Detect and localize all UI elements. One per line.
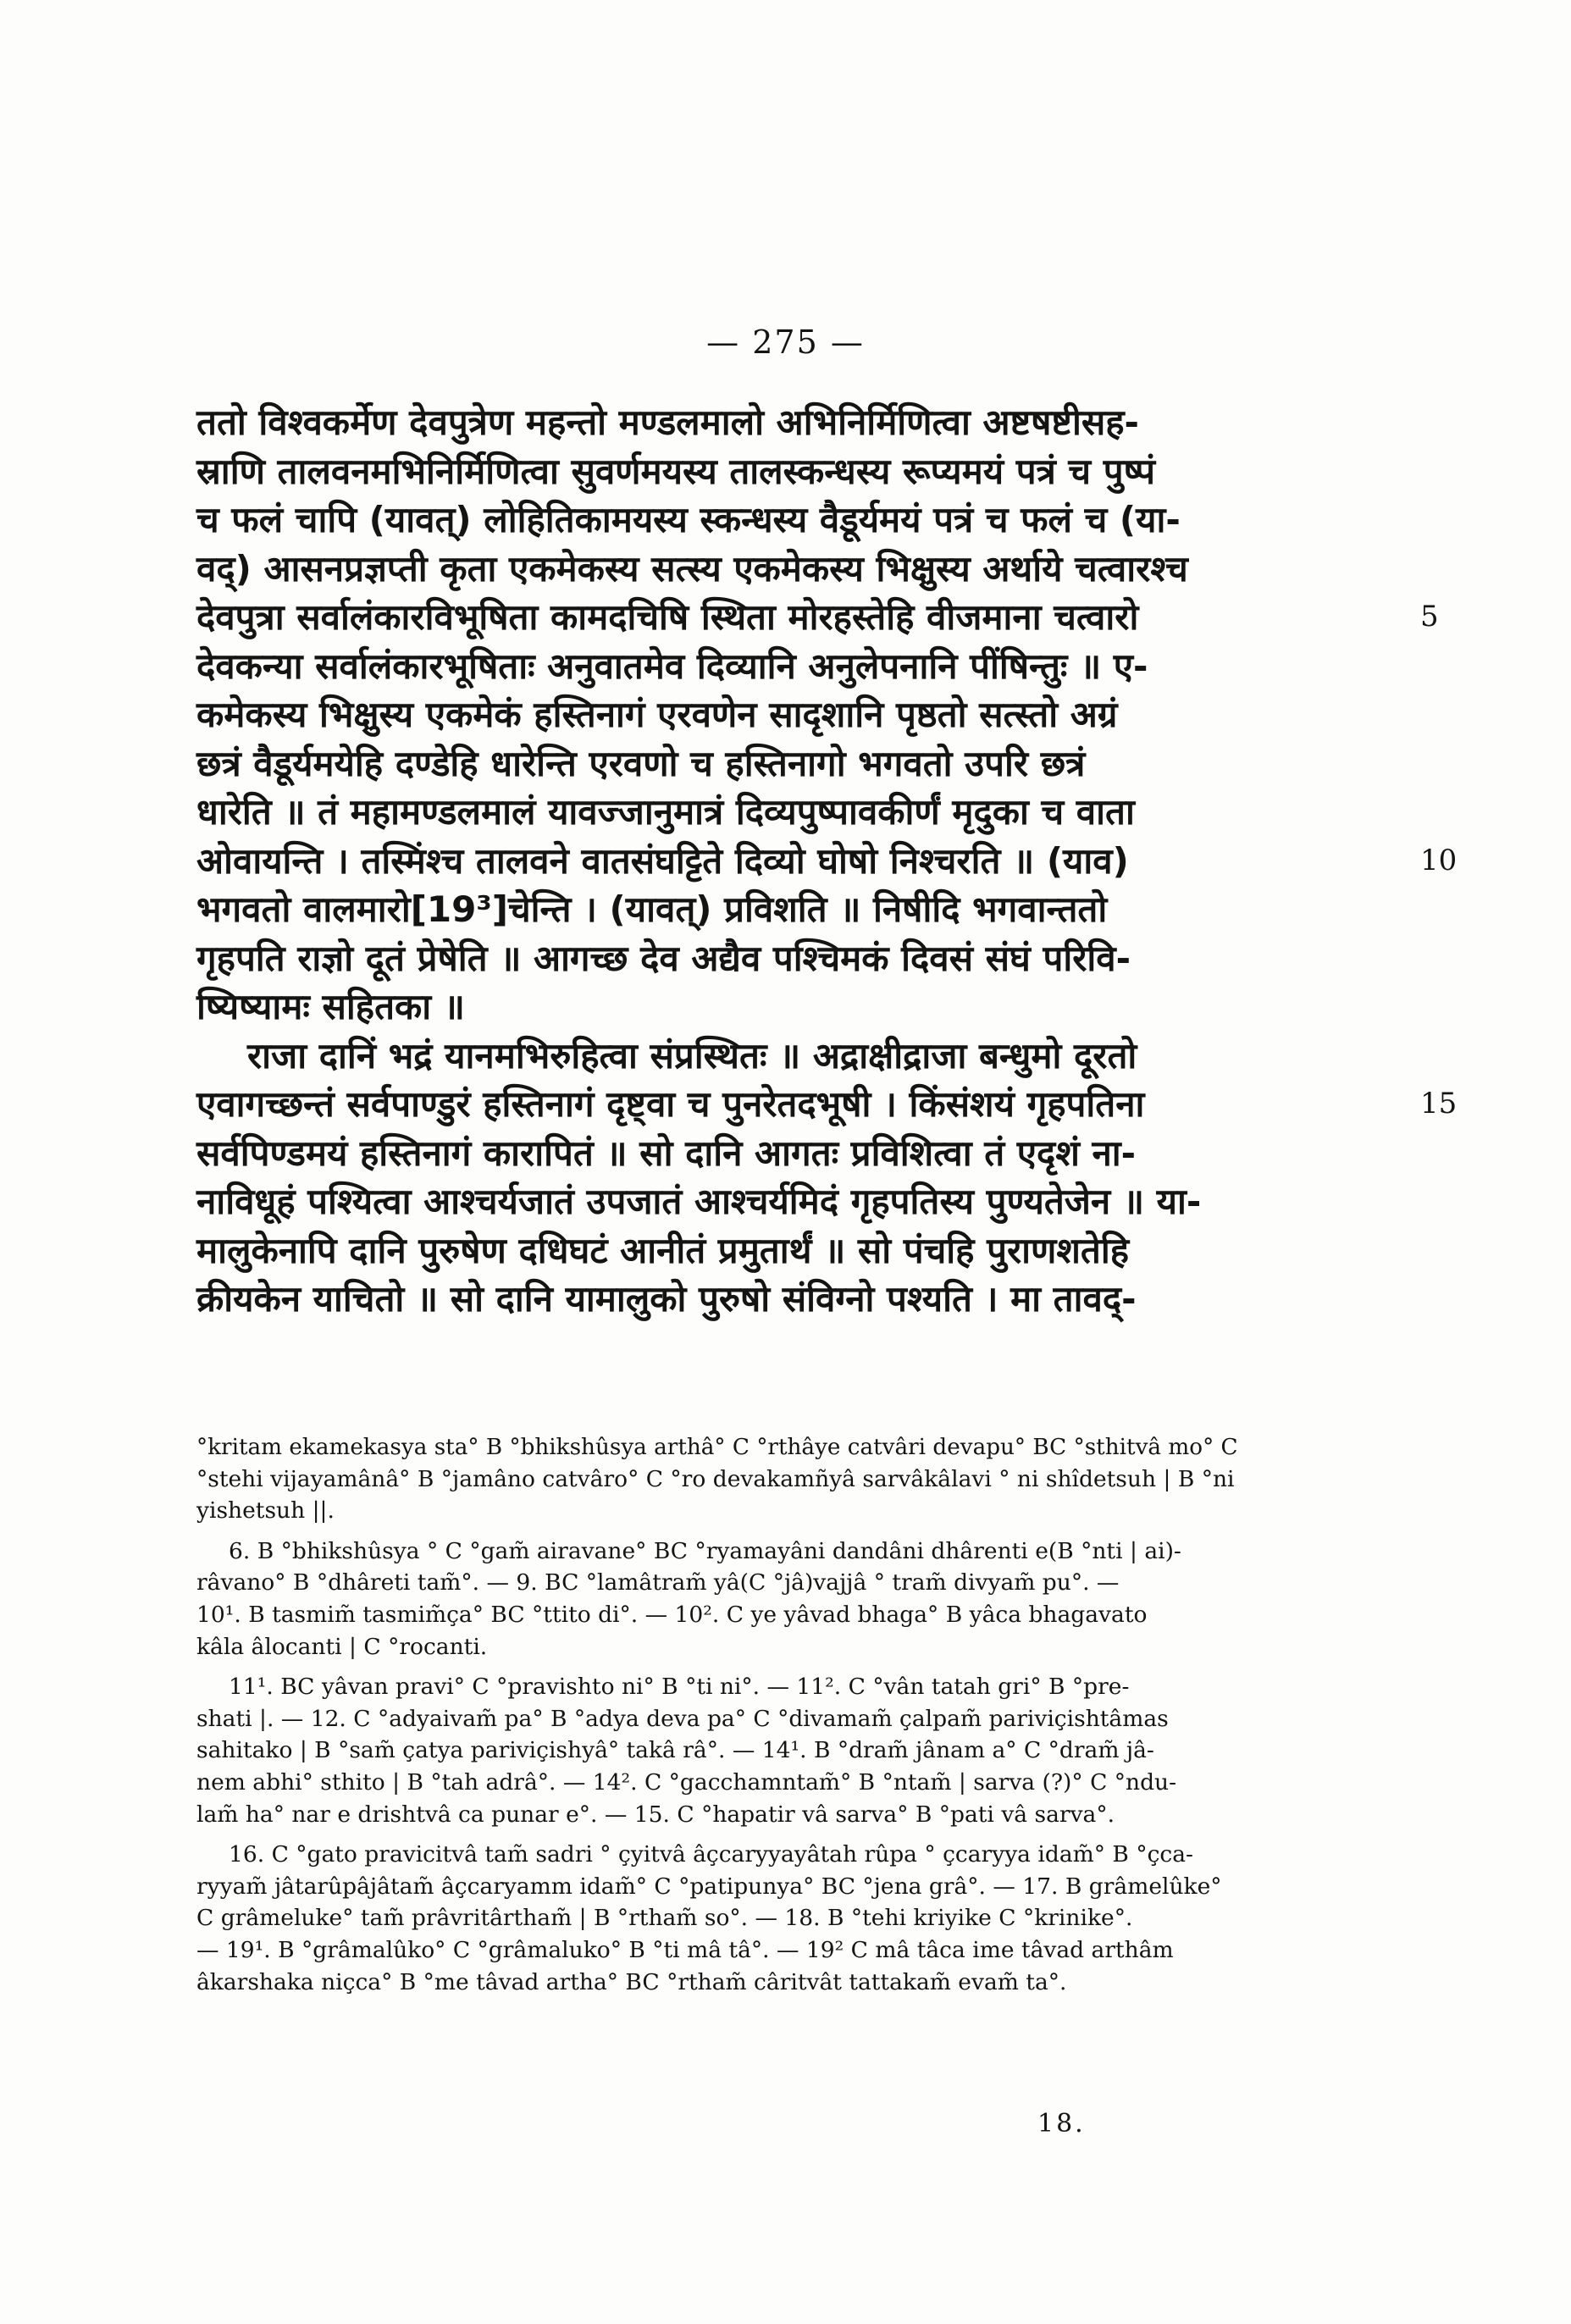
footnote-line	[196, 1735, 1238, 1767]
footnote-line	[196, 1902, 1238, 1934]
footnote-line-text: °stehi vijayamânâ° B °jamâno catvâro° C °ro devakamñyâ sarvâkâlavi ° ni shîdetsuh | B °ni	[196, 1465, 1235, 1492]
sanskrit-main-text	[196, 398, 1458, 1324]
footnote-block	[196, 1536, 1238, 1663]
text-line	[196, 642, 1238, 691]
footnote-line-text: shati |. — 12. C °adyaivam̃ pa° B °adya deva pa° C °divamam̃ çalpam̃ pariviçishtâmas	[196, 1705, 1169, 1732]
text-line-content: ष्यिष्यामः सहितका ॥	[196, 986, 465, 1027]
text-line	[196, 739, 1238, 788]
footnote-line	[196, 1767, 1238, 1799]
text-line	[196, 885, 1238, 934]
line-number-marker: 15	[1420, 1087, 1458, 1120]
footnote-line-text: 10¹. B tasmim̃ tasmim̃ça° BC °ttito di°. — 10². C ye yâvad bhaga° B yâca bhagavato	[196, 1601, 1148, 1628]
footnote-line-text: lam̃ ha° nar e drishtvâ ca punar e°. — 15. C °hapatir vâ sarva° B °pati vâ sarva°.	[196, 1801, 1115, 1828]
footnote-line	[196, 1871, 1238, 1903]
text-line-content: राजा दानिं भद्रं यानमभिरुहित्वा संप्रस्थितः ॥ अद्राक्षीद्राजा बन्धुमो दूरतो	[247, 1034, 1137, 1076]
footnote-line-text: nem abhi° sthito | B °tah adrâ°. — 14². C °gacchamntam̃° B °ntam̃ | sarva (?)° C °ndu-	[196, 1768, 1177, 1796]
footnote-line-text: 11¹. BC yâvan pravi° C °pravishto ni° B °ti ni°. — 11². C °vân tatah gri° B °pre-	[229, 1674, 1130, 1701]
text-line-content: देवपुत्रा सर्वालंकारविभूषिता कामदचिषि स्थिता मोरहस्तेहि वीजमाना चत्वारो	[196, 596, 1139, 638]
footnote-line	[196, 1631, 1238, 1663]
footnote-line	[196, 1464, 1238, 1496]
footnote-line	[196, 1536, 1238, 1568]
footnote-line	[196, 1567, 1238, 1599]
line-number-marker: 5	[1420, 600, 1439, 634]
text-line-content: छत्रं वैडूर्यमयेहि दण्डेहि धारेन्ति एरवणो च हस्तिनागो भगवतो उपरि छत्रं	[196, 742, 1086, 784]
critical-apparatus-footnotes	[196, 1431, 1238, 1998]
footnote-line-text: C grâmeluke° tam̃ prâvritârtham̃ | B °rtham̃ so°. — 18. B °tehi kriyike C °krinike°.	[196, 1905, 1133, 1932]
footnote-line	[196, 1599, 1238, 1631]
footnote-gap	[196, 1527, 1238, 1536]
footnote-line-text: kâla âlocanti | C °rocanti.	[196, 1633, 488, 1660]
footnote-line	[196, 1799, 1238, 1831]
text-line	[196, 1032, 1238, 1081]
text-line	[196, 1129, 1238, 1178]
text-line	[196, 1226, 1238, 1275]
footnote-line-text: 6. B °bhikshûsya ° C °gam̃ airavane° BC °ryamayâni dandâni dhârenti e(B °nti | ai)-	[229, 1537, 1181, 1564]
text-line	[196, 398, 1238, 447]
text-line	[196, 545, 1238, 594]
text-line-content: मालुकेनापि दानि पुरुषेण दधिघटं आनीतं प्रमुतार्थं ॥ सो पंचहि पुराणशतेहि	[196, 1229, 1130, 1271]
text-line	[196, 690, 1238, 739]
footnote-line-text: 16. C °gato pravicitvâ tam̃ sadri ° çyitvâ âçcaryyayâtah rûpa ° çcaryya idam̃° B °çca-	[229, 1841, 1194, 1868]
footnote-block	[196, 1431, 1238, 1527]
text-line-content: वद्) आसनप्रज्ञप्ती कृता एकमेकस्य सत्स्य एकमेकस्य भिक्षुस्य अर्थाये चत्वारश्च	[196, 547, 1188, 589]
text-line	[196, 447, 1238, 496]
text-line	[196, 495, 1238, 545]
footnote-line	[196, 1671, 1238, 1703]
text-line-content: देवकन्या सर्वालंकारभूषिताः अनुवातमेव दिव्यानि अनुलेपनानि पींषिन्तुः ॥ ए-	[196, 645, 1148, 687]
text-line-content: गृहपति राज्ञो दूतं प्रेषेति ॥ आगच्छ देव अद्यैव पश्चिमकं दिवसं संघं परिवि-	[196, 937, 1131, 979]
footnote-line	[196, 1703, 1238, 1735]
footnote-line	[196, 1839, 1238, 1871]
footnote-line	[196, 1967, 1238, 1999]
text-line-content: ओवायन्ति । तस्मिंश्च तालवने वातसंघट्टिते दिव्यो घोषो निश्चरति ॥ (याव)	[196, 839, 1129, 882]
text-line	[196, 1177, 1238, 1226]
footnote-gap	[196, 1830, 1238, 1839]
text-line	[196, 1275, 1238, 1324]
footnote-line	[196, 1431, 1238, 1464]
text-line	[196, 934, 1238, 983]
text-line-content: नाविधूहं पश्यित्वा आश्चर्यजातं उपजातं आश्चर्यमिदं गृहपतिस्य पुण्यतेजेन ॥ या-	[196, 1181, 1202, 1222]
footnote-block	[196, 1839, 1238, 1998]
footnote-line-text: sahitako | B °sam̃ çatya pariviçishyâ° takâ râ°. — 14¹. B °dram̃ jânam a° C °dram̃ jâ-	[196, 1737, 1154, 1764]
text-line-content: क्रीयकेन याचितो ॥ सो दानि यामालुको पुरुषो संविग्नो पश्यति । मा तावद्-	[196, 1278, 1137, 1320]
footnote-block	[196, 1671, 1238, 1830]
text-line-content: स्राणि तालवनमभिनिर्मिणित्वा सुवर्णमयस्य तालस्कन्धस्य रूप्यमयं पत्रं च पुष्पं	[196, 450, 1155, 492]
footnote-line-text: râvano° B °dhâreti tam̃°. — 9. BC °lamâtram̃ yâ(C °jâ)vajjâ ° tram̃ divyam̃ pu°. —	[196, 1569, 1120, 1596]
text-line	[196, 1080, 1458, 1129]
text-line-content: कमेकस्य भिक्षुस्य एकमेकं हस्तिनागं एरवणेन सादृशानि पृष्ठतो सत्स्तो अग्रं	[196, 694, 1118, 735]
text-line-content: धारेति ॥ तं महामण्डलमालं यावज्जानुमात्रं दिव्यपुष्पावकीर्णं मृदुका च वाता	[196, 791, 1135, 833]
footnote-line-text: ryyam̃ jâtarûpâjâtam̃ âçcaryamm idam̃° C °patipunya° BC °jena grâ°. — 17. B grâmelûke°	[196, 1873, 1222, 1900]
text-line	[196, 593, 1439, 642]
text-line-content: ततो विश्वकर्मेण देवपुत्रेण महन्तो मण्डलमालो अभिनिर्मिणित्वा अष्टषष्टीसह-	[196, 401, 1139, 443]
text-line	[196, 788, 1238, 837]
line-number-marker: 10	[1420, 843, 1458, 877]
footnote-line-text: âkarshaka niçca° B °me tâvad artha° BC °rtham̃ câritvât tattakam̃ evam̃ ta°.	[196, 1968, 1067, 1995]
text-line	[196, 982, 1238, 1032]
text-line-content: च फलं चापि (यावत्) लोहितिकामयस्य स्कन्धस्य वैडूर्यमयं पत्रं च फलं च (या-	[196, 499, 1181, 540]
footnote-line	[196, 1495, 1238, 1527]
footnote-line	[196, 1934, 1238, 1967]
footnote-line-text: — 19¹. B °grâmalûko° C °grâmaluko° B °ti mâ tâ°. — 19² C mâ tâca ime tâvad arthâm	[196, 1936, 1174, 1963]
text-line-content: भगवतो वालमारो[19³]चेन्ति । (यावत्) प्रविशति ॥ निषीदि भगवान्ततो	[196, 888, 1108, 930]
text-line-content: सर्वपिण्डमयं हस्तिनागं कारापितं ॥ सो दानि आगतः प्रविशित्वा तं एदृशं ना-	[196, 1132, 1137, 1174]
footnote-gap	[196, 1663, 1238, 1671]
footnote-line-text: °kritam ekamekasya sta° B °bhikshûsya arthâ° C °rthâye catvâri devapu° BC °sthitvâ mo° C	[196, 1434, 1238, 1460]
text-line-content: एवागच्छन्तं सर्वपाण्डुरं हस्तिनागं दृष्ट्वा च पुनरेतदभूषी । किंसंशयं गृहपतिना	[196, 1083, 1145, 1125]
page-number: — 275 —	[706, 324, 865, 361]
text-line	[196, 837, 1458, 886]
footnote-line-text: yishetsuh ||.	[196, 1497, 335, 1524]
signature-mark: 18.	[1037, 2109, 1086, 2139]
